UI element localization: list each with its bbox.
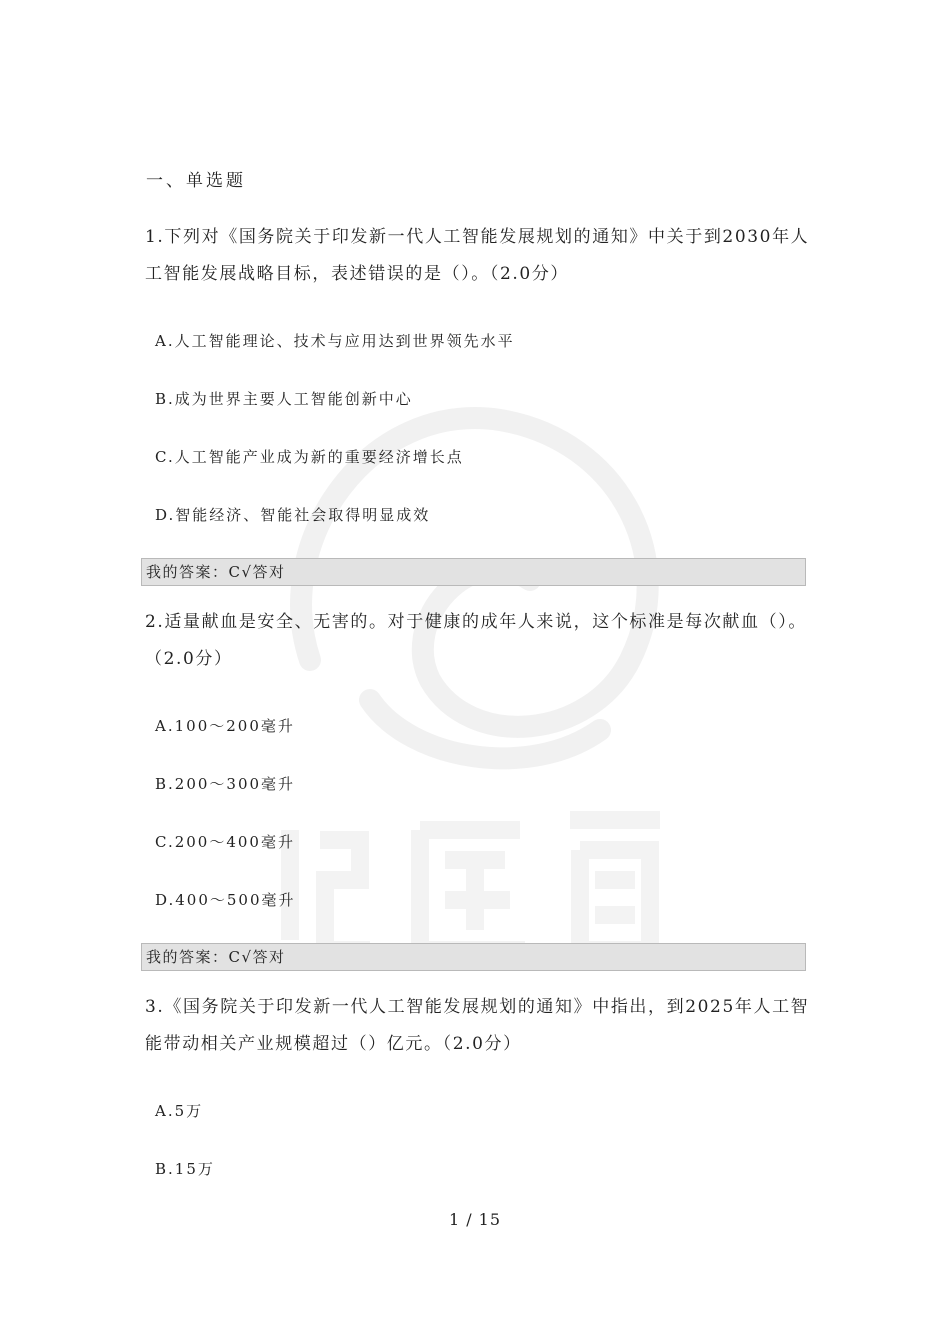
question-3-option-a: A.5万 xyxy=(155,1102,204,1120)
question-3-text: 3.《国务院关于印发新一代人工智能发展规划的通知》中指出，到2025年人工智能带动相关产业规模超过（）亿元。（2.0分） xyxy=(145,997,810,1054)
question-1-text: 1.下列对《国务院关于印发新一代人工智能发展规划的通知》中关于到2030年人工智能发展战略目标，表述错误的是（）。（2.0分） xyxy=(145,227,810,284)
page-number: 1 / 15 xyxy=(448,1210,502,1229)
question-1-option-d: D.智能经济、智能社会取得明显成效 xyxy=(155,506,431,524)
section-title: 一、单选题 xyxy=(146,171,246,191)
question-1-option-b: B.成为世界主要人工智能创新中心 xyxy=(155,390,413,408)
question-2-option-d: D.400～500毫升 xyxy=(155,891,296,909)
question-2-option-c: C.200～400毫升 xyxy=(155,833,295,851)
question-2-option-b: B.200～300毫升 xyxy=(155,775,296,793)
question-1-option-c: C.人工智能产业成为新的重要经济增长点 xyxy=(155,448,464,466)
question-1-answer: 我的答案：C√答对 xyxy=(141,558,806,586)
question-2-answer: 我的答案：C√答对 xyxy=(141,943,806,971)
question-2-text: 2.适量献血是安全、无害的。对于健康的成年人来说，这个标准是每次献血（）。（2.0分） xyxy=(145,612,807,669)
question-1-option-a: A.人工智能理论、技术与应用达到世界领先水平 xyxy=(155,332,515,350)
question-3-option-b: B.15万 xyxy=(155,1160,215,1178)
question-2-option-a: A.100～200毫升 xyxy=(155,717,295,735)
